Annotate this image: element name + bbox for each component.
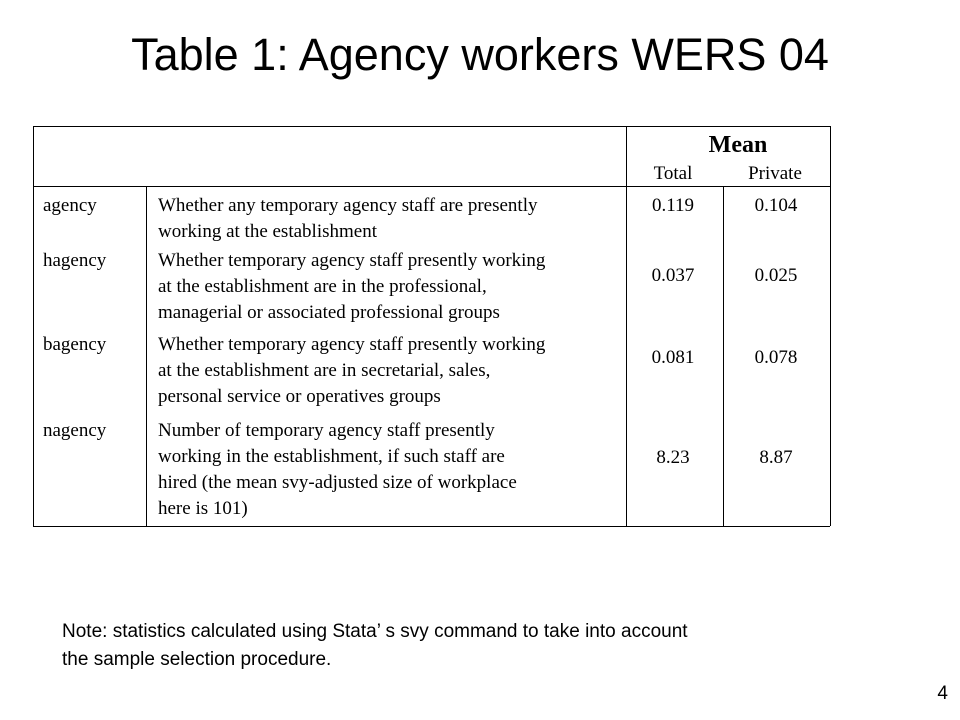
row-variable: agency [43,195,97,216]
desc-line: hired (the mean svy-adjusted size of workplace [158,472,517,493]
row-description [158,332,628,410]
total-column-header: Total [653,163,693,184]
footnote [62,618,688,674]
row-private-value: 0.025 [754,265,798,286]
row-variable: bagency [43,334,107,355]
desc-line: personal service or operatives groups [158,386,441,407]
row-variable: nagency [43,420,107,441]
desc-line: working at the establishment [158,221,377,242]
slide-title: Table 1: Agency workers WERS 04 [131,29,829,80]
desc-line: Whether any temporary agency staff are presently [158,195,538,216]
row-private-value: 0.078 [754,347,798,368]
row-private-value: 0.104 [754,195,798,216]
footnote-line: Note: statistics calculated using Stata’ s svy command to take into account [62,621,688,642]
footnote-line: the sample selection procedure. [62,649,332,670]
mean-group-header: Mean [708,132,768,158]
desc-line: here is 101) [158,498,248,519]
desc-line: working in the establishment, if such staff are [158,446,505,467]
total-col-rule [723,186,724,526]
desc-line: at the establishment are in secretarial, sales, [158,360,491,381]
row-total-value: 0.119 [651,195,695,216]
table-top-rule [33,126,830,127]
table-right-rule [830,126,831,526]
header-bottom-rule [33,186,830,187]
desc-line: Whether temporary agency staff presently working [158,334,546,355]
agency-workers-table [33,126,830,527]
desc-line: at the establishment are in the professional, [158,276,487,297]
desc-line: managerial or associated professional groups [158,302,500,323]
row-total-value: 8.23 [656,447,690,468]
row-private-value: 8.87 [759,447,793,468]
row-total-value: 0.081 [651,347,695,368]
table-bottom-rule [33,526,830,527]
row-description [158,418,628,522]
desc-line: Number of temporary agency staff presently [158,420,495,441]
private-column-header: Private [748,163,802,184]
row-total-value: 0.037 [651,265,695,286]
table-left-rule [33,126,34,526]
desc-line: Whether temporary agency staff presently working [158,250,546,271]
row-description [158,248,628,326]
row-variable: hagency [43,250,107,271]
var-col-rule [146,186,147,526]
page-number: 4 [937,683,948,704]
row-description [158,193,628,245]
